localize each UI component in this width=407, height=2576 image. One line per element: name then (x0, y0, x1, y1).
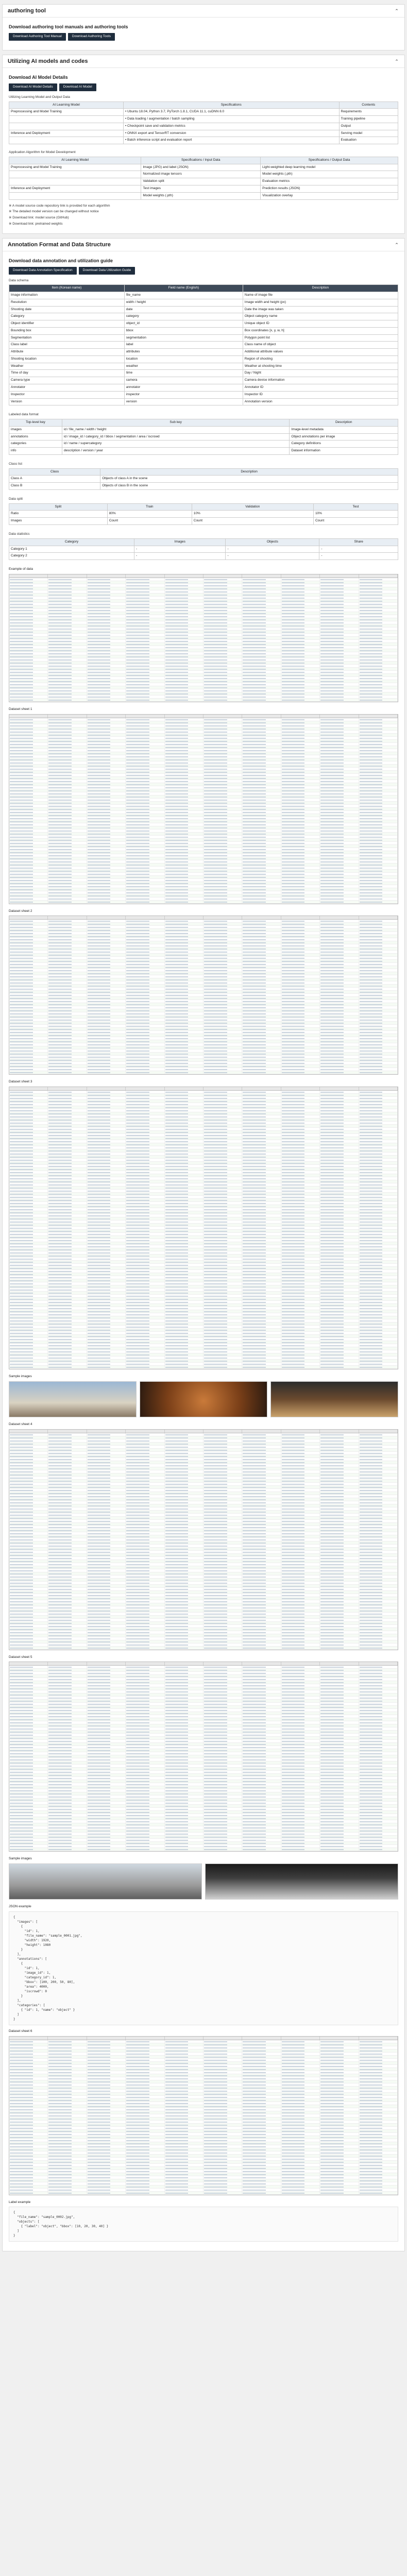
table-cell: id / file_name / width / height (62, 426, 289, 433)
table-cell: Polygon point list (243, 334, 398, 342)
table-cell: Evaluation metrics (261, 178, 398, 185)
table-row (9, 313, 398, 320)
table-cell: id / image_id / category_id / bbox / segmentation / area / iscrowd (62, 433, 289, 440)
table-cell: Inspector (9, 391, 125, 398)
sample-image (205, 1863, 398, 1900)
table-cell: version (124, 398, 243, 405)
note-line: ※ The detailed model version can be changed without notice (9, 210, 99, 214)
table-cell (9, 178, 141, 185)
model-detail-title: Download AI Model Details (9, 74, 68, 80)
note-line: ※ Download link: pretrained weights (9, 222, 63, 226)
section-title: Annotation Format and Data Structure (8, 241, 111, 248)
table-row (9, 116, 398, 123)
authoring-tool-header[interactable] (3, 5, 404, 18)
download-annotation-spec-button[interactable]: Download Data Annotation Specification (9, 267, 77, 275)
sheet-caption: Dataset sheet 6 (9, 2029, 32, 2033)
column-header: Class (9, 468, 100, 476)
table-cell: Region of shooting (243, 355, 398, 363)
table-cell: Segmentation (9, 334, 125, 342)
table-cell: Annotator (9, 384, 125, 391)
app-algorithm-table (9, 157, 398, 200)
table-cell: Object annotations per image (290, 433, 398, 440)
table-row (9, 123, 398, 130)
table-cell: location (124, 355, 243, 363)
table-row (9, 137, 398, 144)
column-header: Images (134, 538, 226, 546)
column-header: Sub key (62, 419, 289, 427)
column-header: AI Learning Model (9, 157, 141, 164)
data-sheet-preview (9, 1429, 398, 1650)
table-cell: • Data loading / augmentation / batch sampling (123, 116, 339, 123)
table-row (9, 164, 398, 171)
download-manual-button[interactable]: Download Authoring Tool Manual (9, 33, 66, 41)
sheet-caption: Dataset sheet 3 (9, 1080, 32, 1084)
table-cell (9, 137, 124, 144)
download-model-details-button[interactable]: Download AI Model Details (9, 83, 57, 91)
table-cell: Day / Night (243, 370, 398, 377)
table-cell: camera (124, 377, 243, 384)
table-cell: Category 1 (9, 546, 134, 553)
annotation-section (2, 238, 405, 2252)
table-cell: Category definitions (290, 440, 398, 448)
sample-image (140, 1381, 267, 1417)
table-cell: Light-weighted deep learning model (261, 164, 398, 171)
table-cell: inspector (124, 391, 243, 398)
table-cell: Inference and Deployment (9, 130, 124, 137)
ai-models-section (2, 55, 405, 234)
sheet-caption: Example of data (9, 567, 33, 571)
download-tool-button[interactable]: Download Authoring Tools (68, 33, 115, 41)
table-row (9, 433, 398, 440)
table-row (9, 292, 398, 299)
data-sheet-preview (9, 2036, 398, 2195)
chevron-up-icon[interactable]: ⌃ (395, 58, 399, 64)
table-cell: Inspector ID (243, 391, 398, 398)
json-example: { "images": [ { "id": 1, "file_name": "sample_0001.jpg", "width": 1920, "height": 1080 } ], "annotations": [ { "id": 1, "image_id": 1, "category_id": 1, "bbox": [100, 200, 50, 80], "area": 4000, "iscrowd": 0 } ], "categories": [ { "id": 1, "name": "object" } ] } (9, 1911, 398, 2025)
table-cell: Count (107, 518, 192, 525)
table-cell: - (226, 553, 319, 560)
table-cell: Shooting location (9, 355, 125, 363)
column-header: Contents (339, 101, 398, 109)
split-label: Data split (9, 497, 23, 501)
table-row (9, 546, 398, 553)
table-cell: attributes (124, 349, 243, 356)
annotation-subtitle: Download data annotation and utilization guide (9, 258, 113, 263)
pics-label-2: Sample images (9, 1857, 32, 1861)
table-row (9, 448, 398, 455)
column-header: Description (243, 285, 398, 292)
sheet-caption: Dataset sheet 4 (9, 1422, 32, 1426)
code-label-2: Label example (9, 2200, 31, 2204)
table-row (9, 109, 398, 116)
column-header: Objects (226, 538, 319, 546)
table-cell: Requirements (339, 109, 398, 116)
table-cell: Serving model (339, 130, 398, 137)
table-row (9, 377, 398, 384)
code-label: JSON example (9, 1905, 31, 1909)
table-cell (9, 123, 124, 130)
section-title: Utilizing AI models and codes (8, 58, 88, 64)
table-row (9, 178, 398, 185)
table-cell: Object category name (243, 313, 398, 320)
table-cell: Class label (9, 342, 125, 349)
table-cell: Image (JPG) and label (JSON) (141, 164, 261, 171)
table-cell: Image width and height (px) (243, 299, 398, 306)
stat-table (9, 538, 398, 560)
table-cell: Count (313, 518, 398, 525)
table-row (9, 306, 398, 313)
data-sheet-preview (9, 714, 398, 904)
data-sheet-preview (9, 1662, 398, 1852)
table-row (9, 130, 398, 137)
download-utilization-guide-button[interactable]: Download Data Utilization Guide (79, 267, 135, 275)
table-cell: file_name (124, 292, 243, 299)
table-cell: Model weights (.pth) (141, 192, 261, 199)
column-header: Category (9, 538, 134, 546)
table-cell: Visualization overlay (261, 192, 398, 199)
table-row (9, 384, 398, 391)
table-cell: Evaluation (339, 137, 398, 144)
sample-image (9, 1381, 137, 1417)
table-cell: Preprocessing and Model Training (9, 109, 124, 116)
table-cell: time (124, 370, 243, 377)
data-sheet-preview (9, 1087, 398, 1369)
table-cell: Prediction results (JSON) (261, 185, 398, 193)
label-example: { "file_name": "sample_0002.jpg", "objects": [ { "label": "object", "bbox": [10, 20, 30, 40] } ] } (9, 2207, 398, 2242)
table-cell: Camera device information (243, 377, 398, 384)
table-cell: annotator (124, 384, 243, 391)
table-cell: categories (9, 440, 62, 448)
sample-image-row (9, 1381, 398, 1417)
table-cell: Category 2 (9, 553, 134, 560)
sheet-caption: Dataset sheet 2 (9, 909, 32, 913)
table-cell: Annotator ID (243, 384, 398, 391)
table-cell: Name of image file (243, 292, 398, 299)
data-sheet-preview (9, 574, 398, 702)
split-table (9, 503, 398, 525)
table-cell: category (124, 313, 243, 320)
notes (9, 204, 398, 227)
schema-label: Data schema (9, 278, 29, 282)
table-cell: Box coordinates [x, y, w, h] (243, 327, 398, 334)
table-row (9, 518, 398, 525)
table-cell: images (9, 426, 62, 433)
sheet-caption: Dataset sheet 5 (9, 1655, 32, 1659)
table-cell: - (134, 546, 226, 553)
column-header: Train (107, 503, 192, 511)
table-cell: Object identifier (9, 320, 125, 328)
table-cell: Class A (9, 476, 100, 483)
sample-image (270, 1381, 398, 1417)
env-label: Utilizing Learning Model and Output Data (9, 95, 70, 99)
table-cell: - (226, 546, 319, 553)
table-cell: • Checkpoint save and validation metrics (123, 123, 339, 130)
sample-image-row-2 (9, 1863, 398, 1900)
table-row (9, 185, 398, 193)
pics-label: Sample images (9, 1375, 32, 1379)
table-cell: 80% (107, 511, 192, 518)
app-label: Application Algorithm for Model Development (9, 150, 76, 155)
table-cell: Camera type (9, 377, 125, 384)
table-row (9, 355, 398, 363)
table-row (9, 553, 398, 560)
table-row (9, 476, 398, 483)
note-line: ※ Download link: model source (GitHub) (9, 216, 69, 220)
table-cell: object_id (124, 320, 243, 328)
table-row (9, 171, 398, 178)
table-cell: description / version / year (62, 448, 289, 455)
table-row (9, 334, 398, 342)
table-cell: Class name of object (243, 342, 398, 349)
ai-models-header[interactable] (3, 55, 404, 68)
table-cell: bbox (124, 327, 243, 334)
table-cell: Ratio (9, 511, 108, 518)
json-format-table (9, 419, 398, 455)
table-cell: Attribute (9, 349, 125, 356)
table-cell: Output (339, 123, 398, 130)
table-cell: Class B (9, 483, 100, 490)
table-cell: Test images (141, 185, 261, 193)
chevron-up-icon[interactable]: ⌃ (395, 8, 399, 13)
class-list-label: Class list (9, 462, 23, 466)
table-cell: Annotation version (243, 398, 398, 405)
table-row (9, 370, 398, 377)
table-cell: date (124, 306, 243, 313)
table-cell: Image information (9, 292, 125, 299)
section-title: authoring tool (8, 8, 46, 14)
table-cell: annotations (9, 433, 62, 440)
table-cell: Validation split (141, 178, 261, 185)
table-row (9, 483, 398, 490)
table-cell: • Ubuntu 18.04, Python 3.7, PyTorch 1.8.1, CUDA 11.1, cuDNN 8.0 (123, 109, 339, 116)
table-cell: Shooting date (9, 306, 125, 313)
data-sheet-preview (9, 916, 398, 1075)
table-cell: weather (124, 363, 243, 370)
column-header: Field name (English) (124, 285, 243, 292)
table-row (9, 327, 398, 334)
column-header: Specifications (123, 101, 339, 109)
column-header: Specifications / Input Data (141, 157, 261, 164)
stat-label: Data statistics (9, 532, 30, 536)
table-cell: Image-level metadata (290, 426, 398, 433)
table-cell: - (319, 546, 398, 553)
table-cell: Objects of class A in the scene (100, 476, 398, 483)
table-cell: Training pipeline (339, 116, 398, 123)
table-cell: Dataset information (290, 448, 398, 455)
table-cell: width / height (124, 299, 243, 306)
table-cell: Resolution (9, 299, 125, 306)
table-cell: Preprocessing and Model Training (9, 164, 141, 171)
class-table (9, 468, 398, 490)
table-cell: Weather at shooting time (243, 363, 398, 370)
table-cell: Bounding box (9, 327, 125, 334)
section-subtitle: Download authoring tool manuals and authoring tools (9, 24, 128, 29)
table-cell: Objects of class B in the scene (100, 483, 398, 490)
schema-table (9, 284, 398, 405)
table-cell: Additional attribute values (243, 349, 398, 356)
column-header: Description (100, 468, 398, 476)
table-cell: Inference and Deployment (9, 185, 141, 193)
table-cell: - (134, 553, 226, 560)
json-format-label: Labeled data format (9, 413, 39, 417)
table-row (9, 426, 398, 433)
column-header: Split (9, 503, 108, 511)
sample-image (9, 1863, 202, 1900)
table-cell: Date the image was taken (243, 306, 398, 313)
column-header: Share (319, 538, 398, 546)
table-cell: label (124, 342, 243, 349)
table-row (9, 440, 398, 448)
table-cell: • ONNX export and TensorRT conversion (123, 130, 339, 137)
column-header: Test (313, 503, 398, 511)
table-cell: Category (9, 313, 125, 320)
table-cell: id / name / supercategory (62, 440, 289, 448)
table-cell: - (319, 553, 398, 560)
table-cell (9, 192, 141, 199)
download-model-button[interactable]: Download AI Model (59, 83, 96, 91)
table-row (9, 349, 398, 356)
table-cell: Count (192, 518, 313, 525)
column-header: Item (Korean name) (9, 285, 125, 292)
table-cell: Normalized image tensors (141, 171, 261, 178)
table-cell: 10% (313, 511, 398, 518)
table-cell: Images (9, 518, 108, 525)
annotation-header[interactable] (3, 239, 404, 251)
table-cell: Version (9, 398, 125, 405)
column-header: Specifications / Output Data (261, 157, 398, 164)
table-row (9, 192, 398, 199)
table-cell (9, 116, 124, 123)
table-row (9, 391, 398, 398)
column-header: Validation (192, 503, 313, 511)
table-row (9, 342, 398, 349)
table-cell (9, 171, 141, 178)
column-header: Description (290, 419, 398, 427)
table-row (9, 320, 398, 328)
table-cell: info (9, 448, 62, 455)
table-row (9, 511, 398, 518)
column-header: AI Learning Model (9, 101, 124, 109)
table-cell: 10% (192, 511, 313, 518)
column-header: Top-level key (9, 419, 62, 427)
table-cell: Weather (9, 363, 125, 370)
model-spec-table (9, 101, 398, 145)
table-row (9, 363, 398, 370)
sheet-caption: Dataset sheet 1 (9, 707, 32, 711)
note-line: ※ A model source code repository link is provided for each algorithm (9, 204, 110, 208)
table-row (9, 398, 398, 405)
table-cell: segmentation (124, 334, 243, 342)
table-cell: Unique object ID (243, 320, 398, 328)
table-cell: • Batch inference script and evaluation report (123, 137, 339, 144)
table-cell: Model weights (.pth) (261, 171, 398, 178)
table-row (9, 299, 398, 306)
table-cell: Time of day (9, 370, 125, 377)
chevron-up-icon[interactable]: ⌃ (395, 242, 399, 247)
authoring-tool-section (2, 4, 405, 50)
